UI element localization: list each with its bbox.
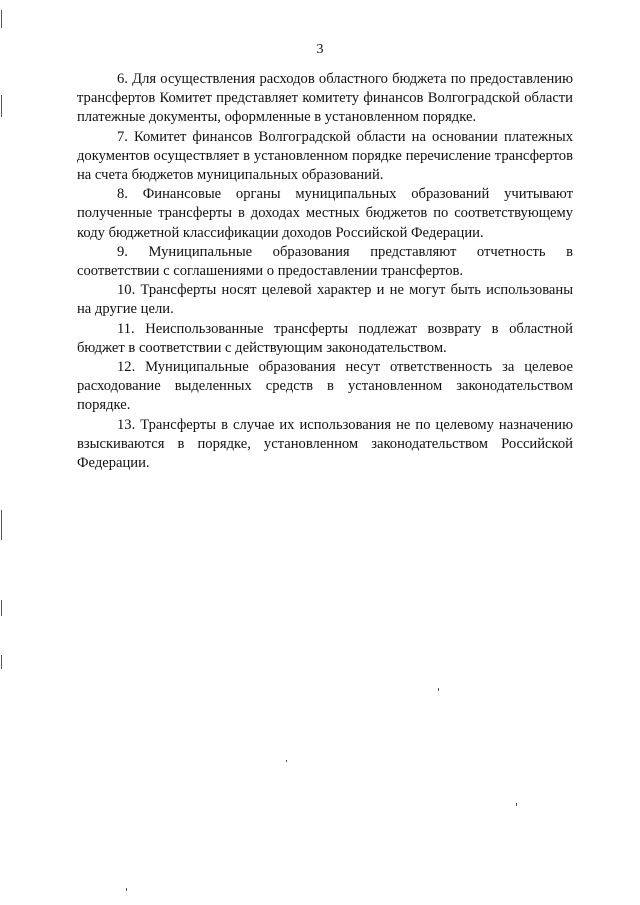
scan-artifact xyxy=(1,10,2,28)
paragraph-7: 7. Комитет финансов Волгоградской области на основании платежных документов осуществляет в установленном порядке перечисление трансфертов на счета бюджетов муниципальных образований. xyxy=(77,128,573,184)
paragraph-8: 8. Финансовые органы муниципальных образований учитывают полученные трансферты в доходах местных бюджетов по соответствующему коду бюджетной классификации доходов Российской Федерации. xyxy=(77,186,573,241)
scan-artifact xyxy=(438,688,439,691)
paragraph-10: 10. Трансферты носят целевой характер и не могут быть использованы на другие цели. xyxy=(77,282,573,318)
scan-artifact xyxy=(516,803,517,806)
scan-artifact xyxy=(1,655,2,669)
scan-artifact xyxy=(126,888,127,891)
paragraph-11: 11. Неиспользованные трансферты подлежат возврату в областной бюджет в соответствии с действующим законодательством. xyxy=(77,320,573,356)
paragraph-9: 9. Муниципальные образования представляют отчетность в соответствии с соглашениями о предоставлении трансфертов. xyxy=(77,243,573,280)
document-body xyxy=(77,70,573,473)
scan-artifact xyxy=(286,760,287,762)
paragraph-6: 6. Для осуществления расходов областного бюджета по предоставлению трансфертов Комитет представляет комитету финансов Волгоградской области платежные документы, оформленные в установленном порядке. xyxy=(77,71,573,126)
paragraph-12: 12. Муниципальные образования несут ответственность за целевое расходование выделенных средств в установленном законодательством порядке. xyxy=(77,359,573,414)
paragraph-13: 13. Трансферты в случае их использования не по целевому назначению взыскиваются в порядке, установленном законодательством Российской Федерации. xyxy=(77,416,573,472)
page-number: 3 xyxy=(316,42,324,57)
scan-artifact xyxy=(1,95,2,117)
scan-artifact xyxy=(1,510,2,540)
scan-artifact xyxy=(1,600,2,616)
